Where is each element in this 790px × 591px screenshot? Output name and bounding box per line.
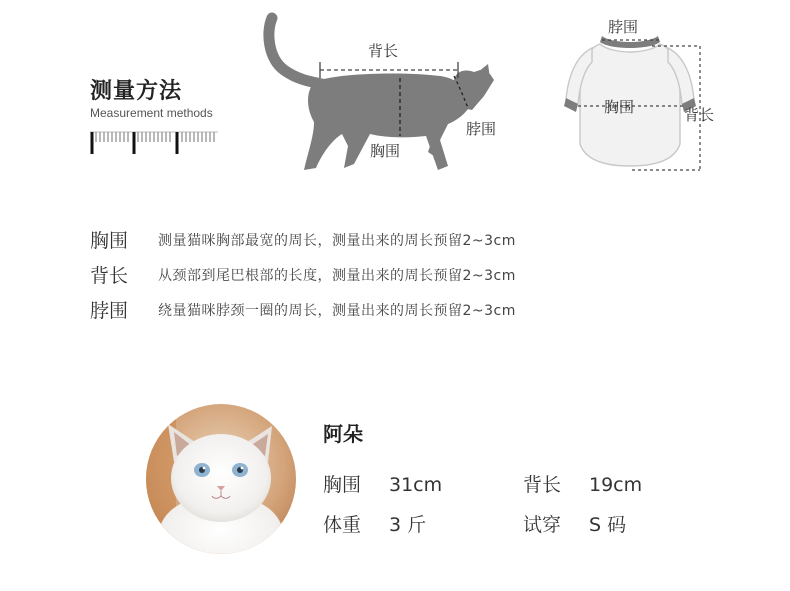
definition-text: 绕量猫咪脖颈一圈的周长，测量出来的周长预留2~3cm [158, 302, 516, 319]
ruler-icon [90, 128, 222, 156]
definition-term: 背长 [90, 265, 129, 287]
definition-text: 测量猫咪胸部最宽的周长，测量出来的周长预留2~3cm [158, 232, 516, 249]
spec-value: 19cm [589, 474, 643, 496]
section-title: 测量方法 [90, 79, 183, 104]
shirt-neck-label: 脖围 [608, 18, 639, 36]
cat-photo-icon [146, 404, 296, 554]
shirt-chest-label: 胸围 [604, 98, 635, 116]
spec-label: 体重 [323, 514, 362, 536]
measurement-definitions [90, 222, 516, 327]
definition-term: 脖围 [90, 300, 129, 322]
shirt-measurement-diagram [556, 14, 726, 180]
cat-measurement-diagram [258, 12, 520, 182]
spec-fitting-size [523, 510, 626, 537]
cat-chest-label: 胸围 [370, 142, 401, 160]
spec-value: S 码 [589, 514, 627, 536]
spec-label: 试穿 [523, 514, 562, 536]
definition-term: 胸围 [90, 230, 129, 252]
definition-row [90, 292, 516, 327]
definition-row [90, 222, 516, 257]
spec-weight [323, 510, 426, 537]
cat-neck-label: 脖围 [466, 120, 497, 138]
spec-label: 胸围 [323, 474, 362, 496]
shirt-icon [556, 14, 726, 180]
spec-label: 背长 [523, 474, 562, 496]
shirt-back-length-label: 背长 [684, 106, 715, 124]
section-subtitle: Measurement methods [90, 106, 213, 120]
definition-text: 从颈部到尾巴根部的长度，测量出来的周长预留2~3cm [158, 267, 516, 284]
spec-value: 3 斤 [389, 514, 427, 536]
cat-back-length-label: 背长 [368, 42, 399, 60]
spec-back-length [523, 470, 642, 497]
cat-avatar [146, 404, 296, 554]
definition-row [90, 257, 516, 292]
spec-chest [323, 470, 442, 497]
spec-value: 31cm [389, 474, 443, 496]
cat-name: 阿朵 [323, 422, 363, 446]
